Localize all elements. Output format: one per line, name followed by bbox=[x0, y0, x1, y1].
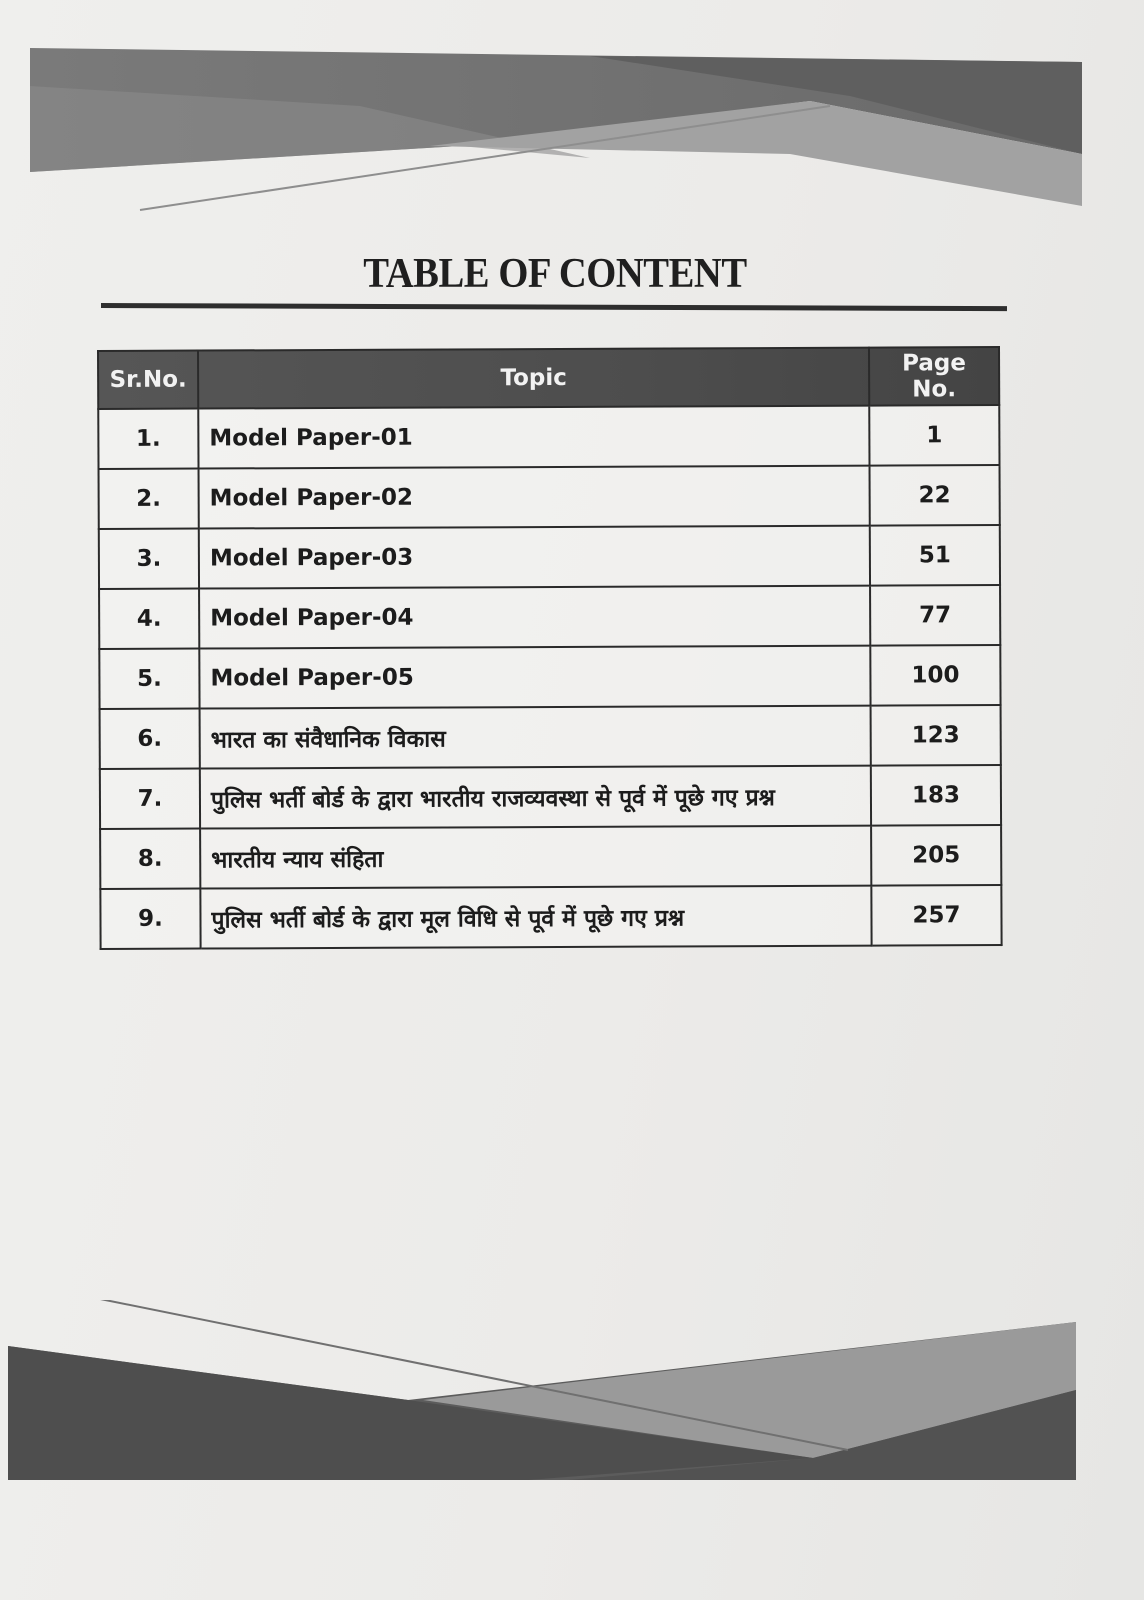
row-page-no: 51 bbox=[870, 525, 1000, 586]
row-page-no: 1 bbox=[869, 405, 999, 466]
row-page-no: 123 bbox=[871, 705, 1001, 766]
table-of-contents bbox=[97, 346, 1003, 950]
row-page-no: 77 bbox=[870, 585, 1000, 646]
table-row bbox=[100, 825, 1001, 889]
row-page-no: 257 bbox=[871, 885, 1001, 946]
row-topic: Model Paper-02 bbox=[199, 466, 870, 529]
row-topic: Model Paper-01 bbox=[198, 406, 869, 469]
column-header-sr-no: Sr.No. bbox=[98, 351, 198, 409]
row-sr-no: 8. bbox=[100, 829, 200, 889]
row-sr-no: 9. bbox=[100, 889, 200, 949]
row-sr-no: 2. bbox=[99, 469, 199, 529]
table-row bbox=[100, 705, 1001, 769]
row-topic: पुलिस भर्ती बोर्ड के द्वारा मूल विधि से पूर्व में पूछे गए प्रश्न bbox=[200, 886, 871, 949]
row-sr-no: 1. bbox=[98, 409, 198, 469]
row-page-no: 22 bbox=[870, 465, 1000, 526]
page-title: TABLE OF CONTENT bbox=[363, 251, 747, 297]
column-header-page-no: Page No. bbox=[869, 347, 999, 406]
row-page-no: 205 bbox=[871, 825, 1001, 886]
table-row bbox=[99, 585, 1000, 649]
column-header-topic: Topic bbox=[198, 348, 869, 409]
row-sr-no: 7. bbox=[100, 769, 200, 829]
row-sr-no: 5. bbox=[99, 649, 199, 709]
table-row bbox=[99, 465, 1000, 529]
decorative-top-banner bbox=[30, 46, 1082, 216]
table-row bbox=[99, 525, 1000, 589]
row-page-no: 183 bbox=[871, 765, 1001, 826]
table-row bbox=[99, 645, 1000, 709]
row-topic: Model Paper-03 bbox=[199, 526, 870, 589]
row-topic: भारतीय न्याय संहिता bbox=[200, 826, 871, 889]
table-row bbox=[98, 405, 999, 469]
row-topic: पुलिस भर्ती बोर्ड के द्वारा भारतीय राजव्यवस्था से पूर्व में पूछे गए प्रश्न bbox=[200, 766, 871, 829]
table-row bbox=[100, 765, 1001, 829]
table-header-row bbox=[98, 347, 999, 409]
table-row bbox=[100, 885, 1001, 949]
row-sr-no: 4. bbox=[99, 589, 199, 649]
row-topic: Model Paper-05 bbox=[199, 646, 870, 709]
row-topic: भारत का संवैधानिक विकास bbox=[200, 706, 871, 769]
row-page-no: 100 bbox=[870, 645, 1000, 706]
row-sr-no: 3. bbox=[99, 529, 199, 589]
row-sr-no: 6. bbox=[100, 709, 200, 769]
title-underline-divider bbox=[101, 303, 1007, 311]
decorative-bottom-banner bbox=[8, 1300, 1084, 1500]
row-topic: Model Paper-04 bbox=[199, 586, 870, 649]
